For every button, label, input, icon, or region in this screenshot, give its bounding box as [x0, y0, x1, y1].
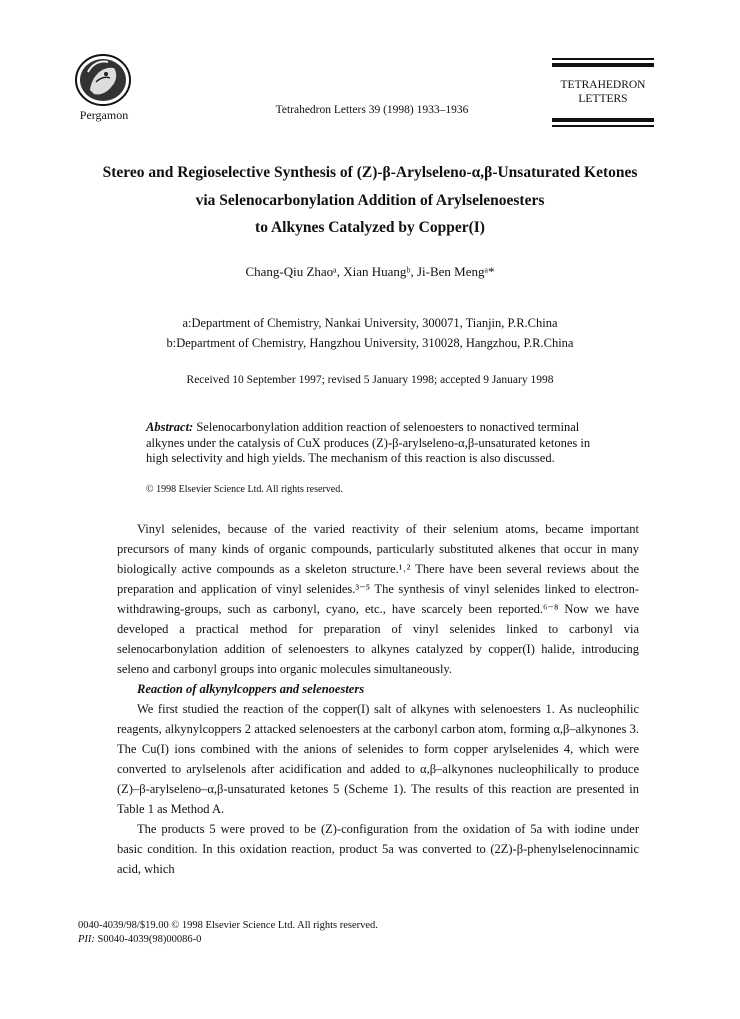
body-text	[117, 519, 639, 879]
paragraph-products: The products 5 were proved to be (Z)-configuration from the oxidation of 5a with iodine under basic condition. In this oxidation reaction, product 5a was converted to (2Z)-β-phenylselenocinnamic acid, which	[117, 822, 639, 876]
article-title-line1: Stereo and Regioselective Synthesis of (Z)-β-Arylseleno-α,β-Unsaturated Ketones	[102, 164, 638, 181]
top-rule-thin	[552, 58, 654, 60]
abstract	[146, 420, 608, 467]
top-rule-thick	[552, 63, 654, 67]
abstract-label: Abstract:	[146, 420, 194, 434]
bottom-rule-thick	[552, 118, 654, 122]
footer-pii	[78, 934, 201, 945]
journal-name	[548, 78, 658, 106]
publisher-name: Pergamon	[79, 108, 129, 122]
footer-copyright: 0040-4039/98/$19.00 © 1998 Elsevier Science Ltd. All rights reserved.	[78, 920, 378, 931]
publisher-logo	[72, 52, 134, 108]
bottom-rule-thin	[552, 125, 654, 127]
article-title-line3: to Alkynes Catalyzed by Copper(I)	[255, 219, 485, 236]
journal-citation: Tetrahedron Letters 39 (1998) 1933–1936	[275, 104, 469, 116]
pii-label: PII:	[78, 934, 95, 945]
pii-value: S0040-4039(98)00086-0	[97, 934, 202, 945]
affiliation-b: b:Department of Chemistry, Hangzhou University, 310028, Hangzhou, P.R.China	[166, 336, 574, 350]
affiliation-a: a:Department of Chemistry, Nankai University, 300071, Tianjin, P.R.China	[182, 316, 558, 330]
abstract-text: Selenocarbonylation addition reaction of selenoesters to nonactived terminal alkynes under the catalysis of CuX produces (Z)-β-arylseleno-α,β-unsaturated ketones in high selectivity and high yields. The mechanism of this reaction is also discussed.	[146, 420, 591, 465]
paragraph-intro: Vinyl selenides, because of the varied reactivity of their selenium atoms, became important precursors of many kinds of organic compounds, particularly substituted alkenes that occur in many biologically active compounds as a skeleton structure.¹˒² There have been several reviews about the preparation and application of vinyl selenides.³⁻⁵ The synthesis of vinyl selenides linked to electron-withdrawing-groups, such as carbonyl, cyano, etc., have scarcely been reported.⁶⁻⁸ Now we have developed a practical method for preparation of vinyl selenides linked to carbonyl via selenocarbonylation addition of selenoesters to alkynes catalyzed by copper(I) halide, introducing seleno and carbonyl groups into organic molecules simultaneously.	[117, 522, 639, 676]
journal-name-line2: LETTERS	[578, 93, 628, 105]
received-dates: Received 10 September 1997; revised 5 January 1998; accepted 9 January 1998	[186, 374, 554, 386]
journal-name-line1: TETRAHEDRON	[560, 79, 646, 91]
paragraph-reaction: We first studied the reaction of the copper(I) salt of alkynes with selenoesters 1. As nucleophilic reagents, alkynylcoppers 2 attacked selenoesters at the carbonyl carbon atom, forming α,β–alkynones 3. The Cu(I) ions combined with the anions of selenides to form copper arylselenides 4, which were converted to arylselenols after acidification and added to α,β–alkynones nucleophilically to produce (Z)–β-arylseleno–α,β-unsaturated ketones 5 (Scheme 1). The results of this reaction are presented in Table 1 as Method A.	[117, 702, 639, 816]
abstract-copyright: © 1998 Elsevier Science Ltd. All rights reserved.	[146, 484, 343, 495]
authors: Chang-Qiu Zhaoᵃ, Xian Huangᵇ, Ji-Ben Mengᵃ*	[245, 264, 495, 279]
section-subheading: Reaction of alkynylcoppers and selenoesters	[137, 682, 365, 696]
article-title-line2: via Selenocarbonylation Addition of Arylselenoesters	[195, 192, 545, 209]
